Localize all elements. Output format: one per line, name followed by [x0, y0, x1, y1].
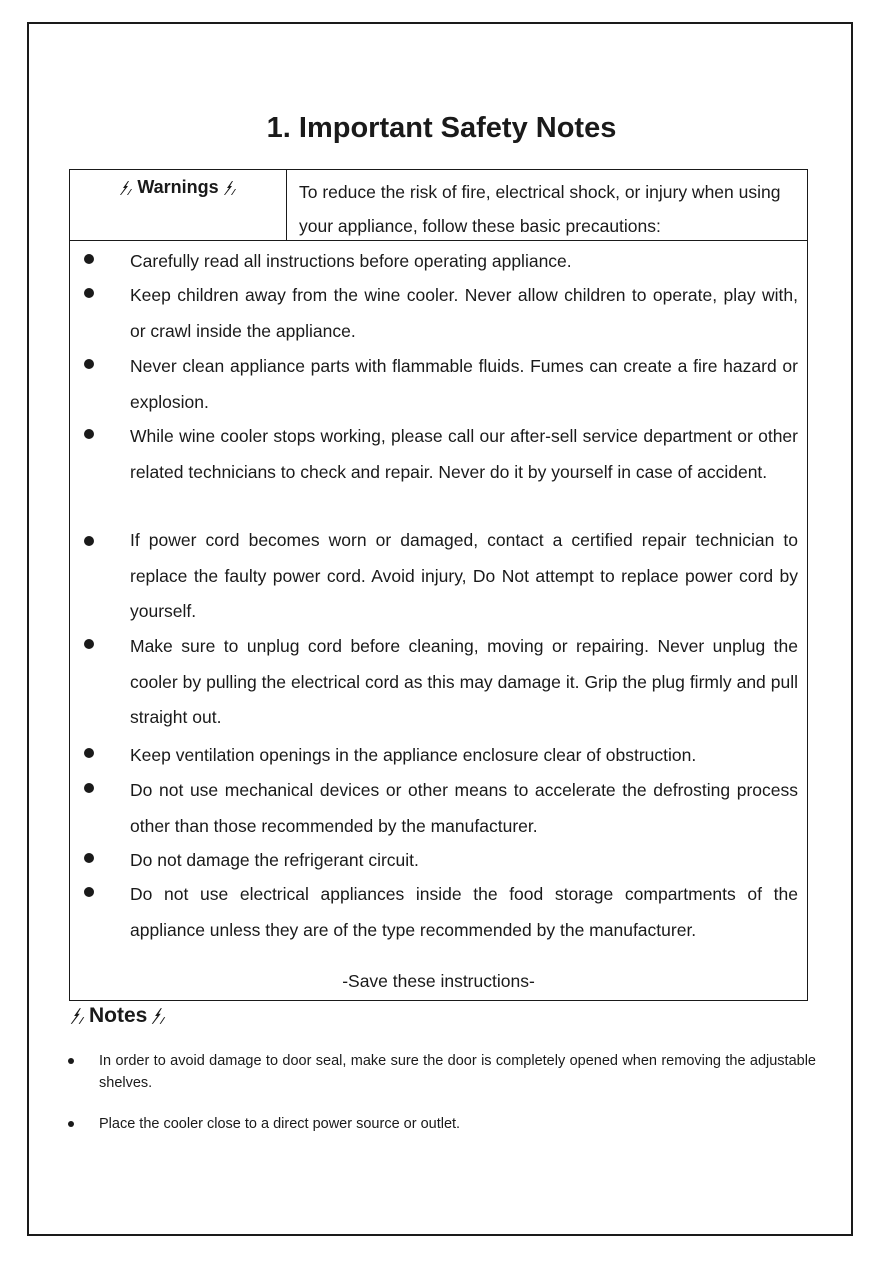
bullet-icon: [84, 429, 94, 439]
list-item-text: While wine cooler stops working, please call our after-sell service department or other related technicians to check and repair. Never do it by yourself in case of accident.: [130, 426, 798, 482]
bullet-icon: [84, 254, 94, 264]
save-instructions-line: -Save these instructions-: [342, 971, 535, 991]
lightning-bolt-icon: [150, 1007, 167, 1025]
warnings-intro: To reduce the risk of fire, electrical shock, or injury when using your appliance, follow these basic precautions:: [299, 182, 781, 236]
list-item-text: Never clean appliance parts with flammable fluids. Fumes can create a fire hazard or explosion.: [130, 356, 798, 412]
bullet-icon: [84, 783, 94, 793]
warnings-label-text: Warnings: [137, 177, 219, 197]
bullet-icon: [68, 1121, 74, 1127]
list-item-text: Keep ventilation openings in the appliance enclosure clear of obstruction.: [130, 745, 697, 765]
list-item-text: Do not use mechanical devices or other means to accelerate the defrosting process other than those recommended by the manufacturer.: [130, 780, 798, 836]
warnings-label: [70, 177, 286, 198]
bullet-icon: [68, 1058, 74, 1064]
header-divider: [286, 170, 287, 240]
list-item-text: Keep children away from the wine cooler. Never allow children to operate, play with, or crawl inside the appliance.: [130, 285, 798, 341]
bullet-icon: [84, 748, 94, 758]
lightning-bolt-icon: [119, 180, 133, 196]
note-item-text: Place the cooler close to a direct power source or outlet.: [99, 1116, 461, 1132]
note-item-text: In order to avoid damage to door seal, make sure the door is completely opened when removing the adjustable shelves.: [99, 1053, 816, 1091]
bullet-icon: [84, 853, 94, 863]
bullet-icon: [84, 288, 94, 298]
lightning-bolt-icon: [223, 180, 237, 196]
warnings-box: [69, 169, 808, 1001]
list-item-text: If power cord becomes worn or damaged, contact a certified repair technician to replace the faulty power cord. Avoid injury, Do Not attempt to replace power cord by yourself.: [130, 530, 798, 621]
warnings-header: [70, 170, 807, 241]
list-item-text: Do not damage the refrigerant circuit.: [130, 850, 419, 870]
bullet-icon: [84, 639, 94, 649]
list-item-text: Do not use electrical appliances inside the food storage compartments of the appliance unless they are of the type recommended by the manufacturer.: [130, 884, 798, 940]
list-item-text: Carefully read all instructions before operating appliance.: [130, 251, 572, 271]
list-item-text: Make sure to unplug cord before cleaning, moving or repairing. Never unplug the cooler by pulling the electrical cord as this may damage it. Grip the plug firmly and pull straight out.: [130, 636, 798, 727]
notes-heading: [69, 1004, 167, 1028]
bullet-icon: [84, 887, 94, 897]
lightning-bolt-icon: [69, 1007, 86, 1025]
notes-label-text: Notes: [89, 1004, 148, 1027]
bullet-icon: [84, 536, 94, 546]
bullet-icon: [84, 359, 94, 369]
page-title: 1. Important Safety Notes: [266, 112, 617, 144]
